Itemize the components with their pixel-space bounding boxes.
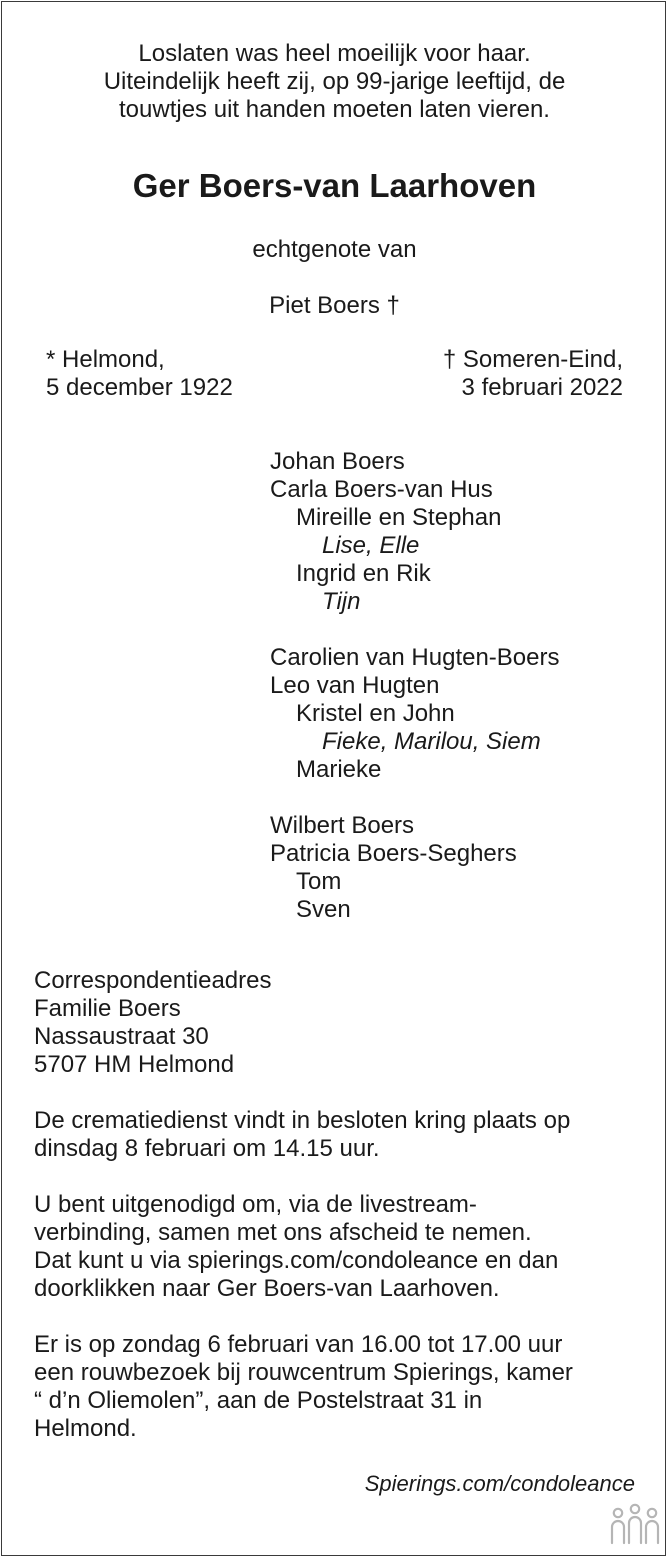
spouse-name: Piet Boers † xyxy=(269,292,400,319)
grandchild-name: Sven xyxy=(296,896,351,923)
livestream-info xyxy=(34,1191,644,1303)
birth-info xyxy=(46,346,233,402)
visit-info xyxy=(34,1331,644,1443)
service-line: dinsdag 8 februari om 14.15 uur. xyxy=(34,1135,380,1162)
grandchild-name: Mireille en Stephan xyxy=(296,504,502,531)
address-line: Nassaustraat 30 xyxy=(34,1023,209,1050)
family-member-name: Johan Boers xyxy=(270,448,405,475)
visit-line: Helmond. xyxy=(34,1415,137,1442)
grandchild-name: Tom xyxy=(296,868,342,895)
address-line: Familie Boers xyxy=(34,995,181,1022)
livestream-line: doorklikken naar Ger Boers-van Laarhoven. xyxy=(34,1275,500,1302)
grandchild-name: Ingrid en Rik xyxy=(296,560,431,587)
grandchildren-names: Tijn xyxy=(322,588,361,615)
death-info xyxy=(443,346,623,402)
birth-date: 5 december 1922 xyxy=(46,374,233,401)
intro-text xyxy=(0,40,669,124)
intro-line: Loslaten was heel moeilijk voor haar. xyxy=(138,40,531,67)
address-heading: Correspondentieadres xyxy=(34,967,272,994)
grandchildren-names: Fieke, Marilou, Siem xyxy=(322,728,541,755)
family-group xyxy=(270,812,560,924)
website-link[interactable]: Spierings.com/condoleance xyxy=(364,1471,635,1496)
spouse-relation: echtgenote van xyxy=(252,236,417,263)
livestream-line: U bent uitgenodigd om, via de livestream- xyxy=(34,1191,477,1218)
family-member-name: Patricia Boers-Seghers xyxy=(270,840,517,867)
service-line: De crematiedienst vindt in besloten kring plaats op xyxy=(34,1107,571,1134)
family-list xyxy=(270,448,560,924)
livestream-line: Dat kunt u via spierings.com/condoleance en dan xyxy=(34,1247,559,1274)
details-section xyxy=(34,967,644,1443)
death-date: 3 februari 2022 xyxy=(461,374,623,401)
deceased-name: Ger Boers-van Laarhoven xyxy=(132,167,537,204)
family-member-name: Wilbert Boers xyxy=(270,812,415,839)
intro-line: Uiteindelijk heeft zij, op 99-jarige leeftijd, de xyxy=(103,68,566,95)
grandchildren-names: Lise, Elle xyxy=(322,532,420,559)
visit-line: Er is op zondag 6 februari van 16.00 tot 17.00 uur xyxy=(34,1331,563,1358)
livestream-line: verbinding, samen met ons afscheid te nemen. xyxy=(34,1219,532,1246)
visit-line: een rouwbezoek bij rouwcentrum Spierings, kamer xyxy=(34,1359,573,1386)
birth-place: * Helmond, xyxy=(46,346,165,373)
family-group xyxy=(270,448,560,616)
family-member-name: Leo van Hugten xyxy=(270,672,440,699)
family-member-name: Carolien van Hugten-Boers xyxy=(270,644,560,671)
death-place: † Someren-Eind, xyxy=(442,346,623,373)
visit-line: “ d’n Oliemolen”, aan de Postelstraat 31 in xyxy=(34,1387,483,1414)
correspondence-address xyxy=(34,967,644,1079)
address-line: 5707 HM Helmond xyxy=(34,1051,235,1078)
family-member-name: Carla Boers-van Hus xyxy=(270,476,493,503)
service-info xyxy=(34,1107,644,1163)
grandchild-name: Marieke xyxy=(296,756,382,783)
family-group xyxy=(270,644,560,784)
grandchild-name: Kristel en John xyxy=(296,700,455,727)
people-group-icon xyxy=(609,1503,661,1547)
intro-line: touwtjes uit handen moeten laten vieren. xyxy=(119,96,550,123)
